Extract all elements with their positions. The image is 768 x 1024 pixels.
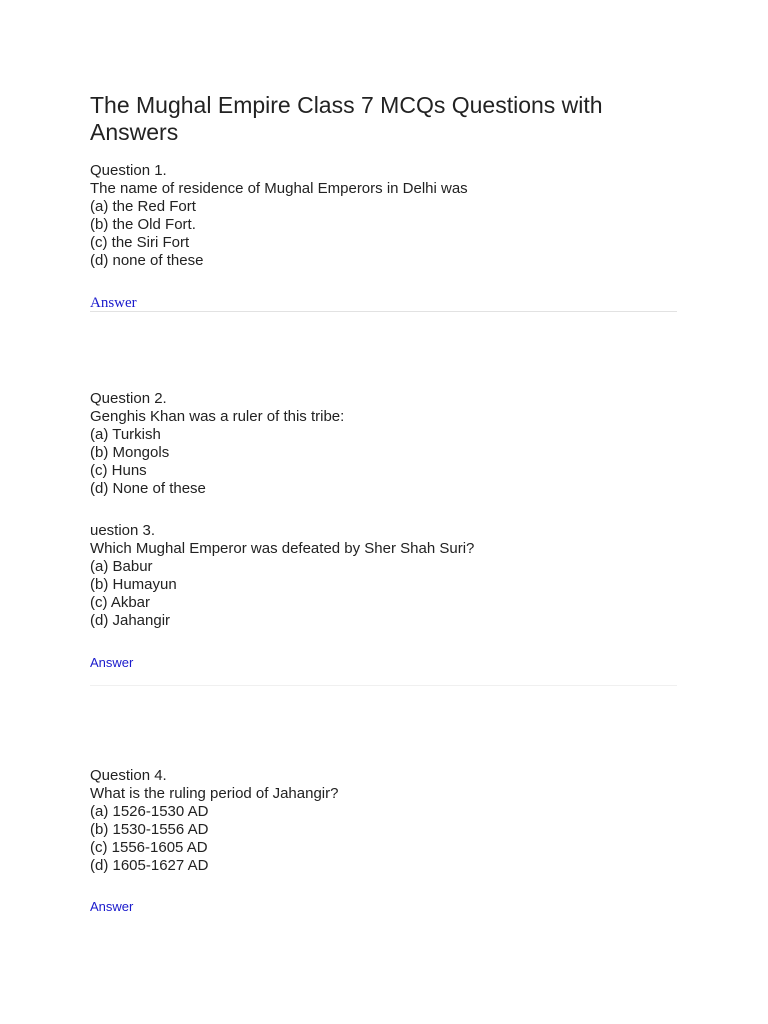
- page-title: The Mughal Empire Class 7 MCQs Questions with Answers: [90, 92, 603, 145]
- option-b: (b) Mongols: [90, 444, 170, 461]
- option-c: (c) Akbar: [90, 594, 151, 611]
- option-b: (b) Humayun: [90, 576, 177, 593]
- question-2: [90, 390, 690, 498]
- option-a: (a) Babur: [90, 558, 153, 575]
- option-b: (b) 1530-1556 AD: [90, 821, 209, 838]
- question-4: [90, 767, 690, 875]
- option-b: (b) the Old Fort.: [90, 216, 196, 233]
- question-1: [90, 162, 690, 270]
- question-heading: Question 4.: [90, 767, 167, 784]
- question-heading: uestion 3.: [90, 522, 156, 539]
- question-heading: Question 1.: [90, 162, 167, 179]
- option-a: (a) 1526-1530 AD: [90, 803, 209, 820]
- answer-divider: [90, 311, 677, 312]
- answer-link-q1[interactable]: Answer: [90, 295, 137, 311]
- option-a: (a) Turkish: [90, 426, 161, 443]
- question-text: What is the ruling period of Jahangir?: [90, 785, 339, 802]
- option-a: (a) the Red Fort: [90, 198, 196, 215]
- answer-divider: [90, 685, 677, 686]
- question-3: [90, 522, 690, 630]
- question-text: The name of residence of Mughal Emperors in Delhi was: [90, 180, 468, 197]
- question-text: Which Mughal Emperor was defeated by Sher Shah Suri?: [90, 540, 475, 557]
- question-heading: Question 2.: [90, 390, 167, 407]
- option-d: (d) Jahangir: [90, 612, 171, 629]
- question-text: Genghis Khan was a ruler of this tribe:: [90, 408, 345, 425]
- answer-link-q4[interactable]: Answer: [90, 899, 134, 914]
- option-d: (d) 1605-1627 AD: [90, 857, 209, 874]
- option-c: (c) Huns: [90, 462, 147, 479]
- option-d: (d) None of these: [90, 480, 206, 497]
- option-c: (c) the Siri Fort: [90, 234, 190, 251]
- answer-link-q3[interactable]: Answer: [90, 655, 134, 670]
- option-d: (d) none of these: [90, 252, 204, 269]
- option-c: (c) 1556-1605 AD: [90, 839, 208, 856]
